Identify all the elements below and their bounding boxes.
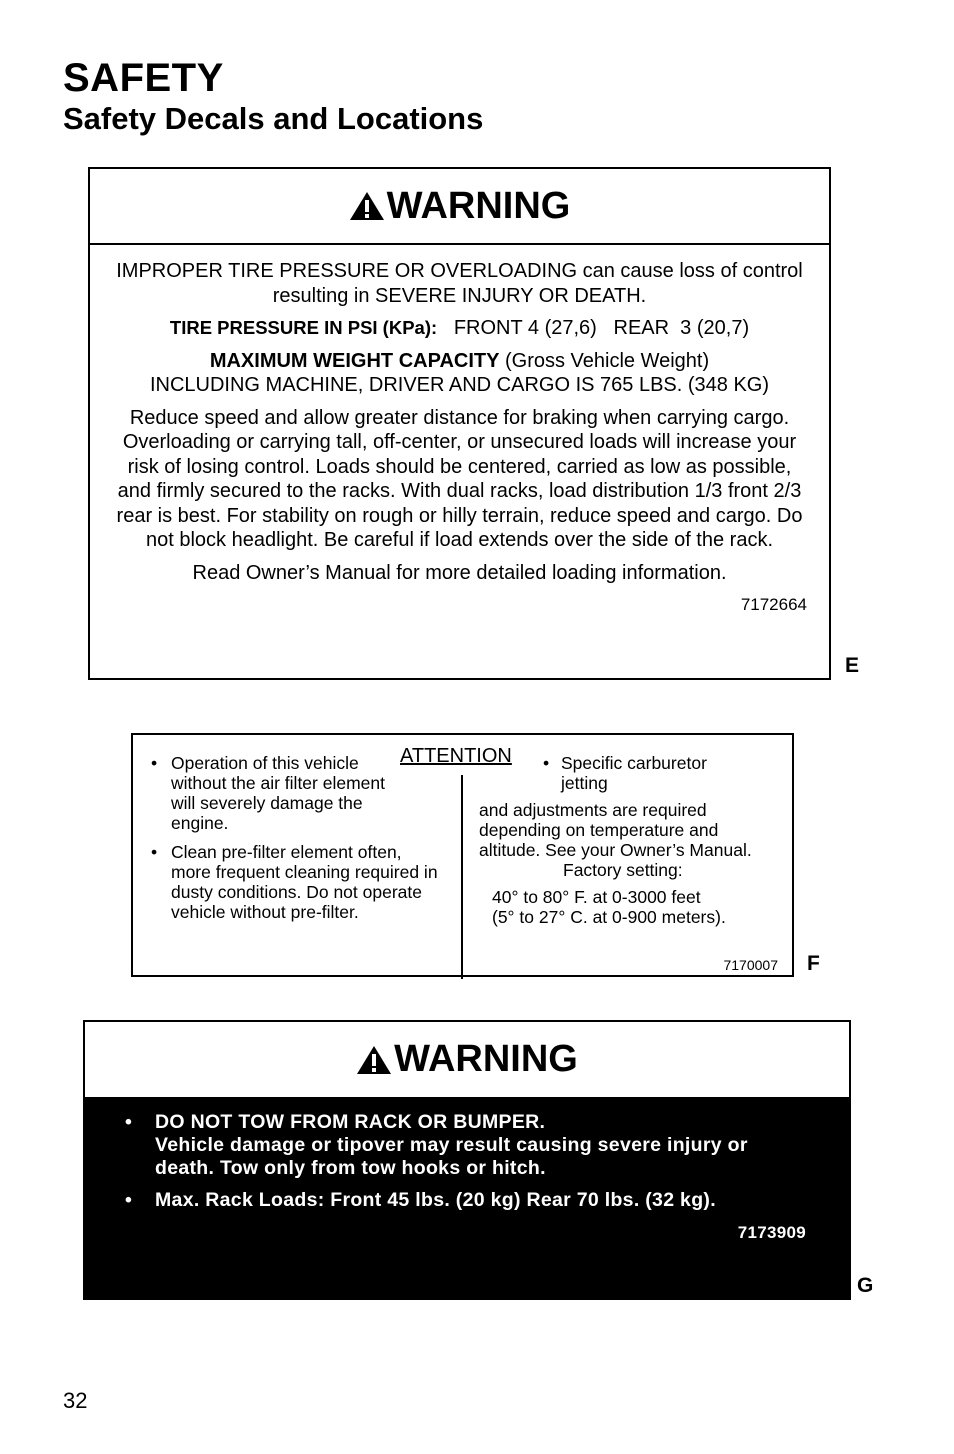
tow-warning-detail: Vehicle damage or tipover may result causing severe injury or death. Tow only from tow hooks or hitch. [155, 1134, 748, 1179]
decal-g-body [85, 1097, 849, 1244]
page-number: 32 [63, 1388, 88, 1413]
decal-f-divider [461, 775, 463, 979]
weight-suffix: (Gross Vehicle Weight) [499, 349, 710, 372]
bullet-dot: • [543, 753, 550, 773]
factory-setting-label: Factory setting: [563, 860, 683, 880]
decal-g-header [85, 1022, 849, 1097]
decal-f-letter: F [807, 952, 820, 975]
temp-setting-c: (5° to 27° C. at 0-900 meters). [492, 907, 726, 927]
tow-warning: DO NOT TOW FROM RACK OR BUMPER. [155, 1111, 546, 1133]
decal-f-heading: ATTENTION [400, 745, 512, 767]
tire-warning-text: IMPROPER TIRE PRESSURE OR OVERLOADING can cause loss of control resulting in SEVERE INJURY OR DEATH. [116, 260, 803, 307]
decal-g-heading: WARNING [394, 1038, 578, 1080]
decal-g [83, 1020, 851, 1300]
decal-e [88, 167, 831, 680]
tire-pressure-line [104, 316, 815, 341]
list-item [125, 1111, 809, 1180]
jetting-text: and adjustments are required depending on temperature and altitude. See your Owner’s Manual. [479, 800, 752, 860]
warning-triangle-icon [356, 1045, 392, 1075]
decal-e-header [90, 169, 829, 245]
decal-e-code: 7172664 [740, 595, 807, 614]
list-item: • Clean pre-filter element often, more frequent cleaning required in dusty conditions. Do not operate vehicle without pre-filter. [151, 842, 438, 922]
decal-f-right-column [479, 753, 779, 927]
weight-capacity [104, 349, 815, 398]
decal-g-code: 7173909 [737, 1223, 806, 1242]
weight-line2: INCLUDING MACHINE, DRIVER AND CARGO IS 765 LBS. (348 KG) [149, 374, 770, 396]
tire-pressure-values: FRONT 4 (27,6) REAR 3 (20,7) [453, 317, 750, 339]
decal-f [131, 733, 794, 977]
decal-e-heading: WARNING [386, 184, 571, 227]
cargo-paragraph: Reduce speed and allow greater distance for braking when carrying cargo. Overloading or carrying tall, off-center, or unsecured loads will increase your risk of losing control. Loads should be centered, carried as low as possible, and firmly secured to the racks. With dual racks, load distribution 1/3 front 2/3 rear is best. For stability on rough or hilly terrain, reduce speed and cargo. Do not block headlight. Be careful if load extends over the side of the rack. [116, 406, 803, 551]
list-item [125, 1189, 809, 1212]
section-subtitle: Safety Decals and Locations [63, 101, 484, 136]
decal-e-body [90, 245, 829, 618]
bullet-dot: • [125, 1189, 133, 1211]
decal-e-letter: E [845, 654, 860, 677]
weight-label: MAXIMUM WEIGHT CAPACITY [209, 349, 500, 372]
bullet-dot: • [151, 753, 158, 773]
warning-triangle-icon [349, 191, 385, 221]
decal-f-left-column [151, 753, 451, 931]
list-item: • Operation of this vehicle without the air filter element will severely damage the engine. [151, 753, 385, 833]
bullet-dot: • [125, 1111, 133, 1133]
rack-loads: Max. Rack Loads: Front 45 lbs. (20 kg) Rear 70 lbs. (32 kg). [155, 1189, 716, 1211]
list-item: • Specific carburetor jetting [543, 753, 707, 793]
temp-setting-f: 40° to 80° F. at 0-3000 feet [492, 887, 701, 907]
decal-f-code: 7170007 [723, 957, 778, 973]
read-manual-text: Read Owner’s Manual for more detailed loading information. [192, 561, 727, 584]
decal-g-letter: G [857, 1274, 874, 1297]
tire-pressure-label: TIRE PRESSURE IN PSI (KPa): [169, 317, 438, 338]
section-title: SAFETY [63, 56, 224, 100]
bullet-dot: • [151, 842, 158, 862]
